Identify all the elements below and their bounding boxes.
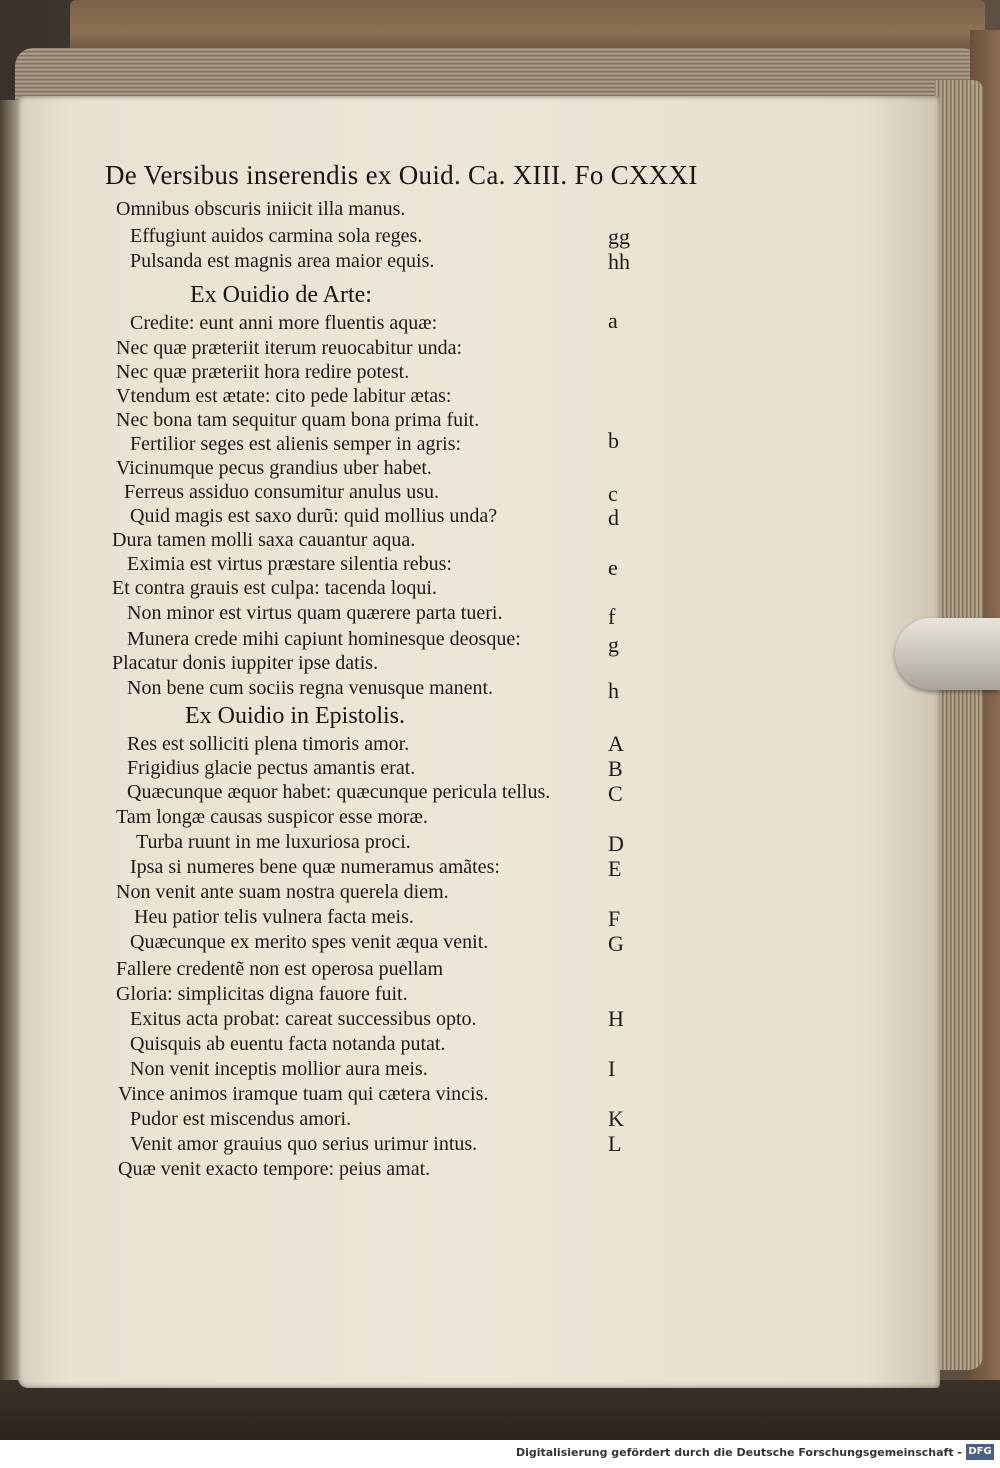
verse-line: Non venit ante suam nostra querela diem. xyxy=(116,881,449,903)
margin-mark: A xyxy=(608,731,624,756)
margin-mark: B xyxy=(608,756,623,781)
verse-line: Nec bona tam sequitur quam bona prima fuit. xyxy=(116,409,480,431)
margin-mark: hh xyxy=(608,249,630,274)
verse-line: Tam longæ causas suspicor esse moræ. xyxy=(116,806,428,828)
margin-mark: gg xyxy=(608,224,630,249)
margin-mark: g xyxy=(608,632,619,657)
verse-line: Ferreus assiduo consumitur anulus usu. xyxy=(124,481,439,503)
verse-line: Non bene cum sociis regna venusque manent. xyxy=(127,677,494,699)
margin-mark: C xyxy=(608,781,623,806)
margin-mark: E xyxy=(608,856,622,881)
footer-bar xyxy=(0,1440,1000,1468)
verse-line: Heu patior telis vulnera facta meis. xyxy=(134,906,414,928)
margin-mark: I xyxy=(608,1056,616,1081)
verse-line: Quisquis ab euentu facta notanda putat. xyxy=(130,1033,446,1055)
verse-line: Credite: eunt anni more fluentis aquæ: xyxy=(130,312,438,334)
verse-line: Non venit inceptis mollior aura meis. xyxy=(130,1058,428,1080)
verse-line: Res est solliciti plena timoris amor. xyxy=(127,733,410,755)
margin-mark: d xyxy=(608,505,619,530)
verse-line: Eximia est virtus præstare silentia rebus: xyxy=(127,553,452,575)
verse-line: Gloria: simplicitas digna fauore fuit. xyxy=(116,983,408,1005)
verse-line: Vtendum est ætate: cito pede labitur ætas: xyxy=(116,385,452,407)
running-header: De Versibus inserendis ex Ouid. Ca. XIII. Fo CXXXI xyxy=(105,160,698,190)
verse-line: Exitus acta probat: careat successibus opto. xyxy=(130,1008,477,1030)
margin-mark: H xyxy=(608,1006,624,1031)
verse-line: Quid magis est saxo durũ: quid mollius unda? xyxy=(130,505,498,527)
funding-notice: Digitalisierung gefördert durch die Deutsche Forschungsgemeinschaft - xyxy=(515,1446,962,1459)
verse-line: Quæcunque ex merito spes venit æqua venit. xyxy=(130,931,489,953)
verse-line: Quæ venit exacto tempore: peius amat. xyxy=(118,1158,431,1180)
verse-line: Munera crede mihi capiunt hominesque deosque: xyxy=(127,628,521,650)
margin-mark: K xyxy=(608,1106,624,1131)
margin-mark: G xyxy=(608,931,624,956)
verse-line: Venit amor grauius quo serius urimur intus. xyxy=(130,1133,478,1155)
margin-mark: e xyxy=(608,555,618,580)
verse-line: Turba ruunt in me luxuriosa proci. xyxy=(136,831,411,853)
verse-line: Et contra grauis est culpa: tacenda loqui. xyxy=(112,577,437,599)
section-heading: Ex Ouidio de Arte: xyxy=(190,282,372,308)
verse-line: Dura tamen molli saxa cauantur aqua. xyxy=(112,529,416,551)
page-clip xyxy=(895,618,1000,690)
margin-mark: L xyxy=(608,1131,622,1156)
verse-line: Pudor est miscendus amori. xyxy=(130,1108,352,1130)
margin-mark: b xyxy=(608,428,619,453)
page-edges-right xyxy=(935,80,983,1370)
margin-mark: a xyxy=(608,308,618,333)
verse-line: Vicinumque pecus grandius uber habet. xyxy=(116,457,432,479)
verse-line: Effugiunt auidos carmina sola reges. xyxy=(130,225,423,247)
verse-line: Nec quæ præteriit hora redire potest. xyxy=(116,361,410,383)
margin-mark: D xyxy=(608,831,624,856)
book-cover-top xyxy=(70,0,985,52)
margin-mark: F xyxy=(608,906,621,931)
verse-line: Nec quæ præteriit iterum reuocabitur unda: xyxy=(116,337,463,359)
section-heading: Ex Ouidio in Epistolis. xyxy=(185,703,406,729)
verse-line: Ipsa si numeres bene quæ numeramus amãtes: xyxy=(130,856,500,878)
verse-line: Fallere credentẽ non est operosa puellam xyxy=(116,958,444,980)
verse-line: Fertilior seges est alienis semper in agris: xyxy=(130,433,462,455)
margin-mark: f xyxy=(608,604,616,629)
margin-mark: c xyxy=(608,481,618,506)
verse-line: Pulsanda est magnis area maior equis. xyxy=(130,250,435,272)
dfg-logo: DFG xyxy=(966,1444,994,1460)
verse-line: Omnibus obscuris iniicit illa manus. xyxy=(116,198,406,220)
verse-line: Placatur donis iuppiter ipse datis. xyxy=(112,652,379,674)
book-bottom-edge xyxy=(0,1380,1000,1440)
margin-mark: h xyxy=(608,678,619,703)
verse-line: Vince animos iramque tuam qui cætera vincis. xyxy=(118,1083,489,1105)
verse-line: Frigidius glacie pectus amantis erat. xyxy=(127,757,416,779)
verse-line: Quæcunque æquor habet: quæcunque pericula tellus. xyxy=(127,781,551,803)
verse-line: Non minor est virtus quam quærere parta tueri. xyxy=(127,602,503,624)
